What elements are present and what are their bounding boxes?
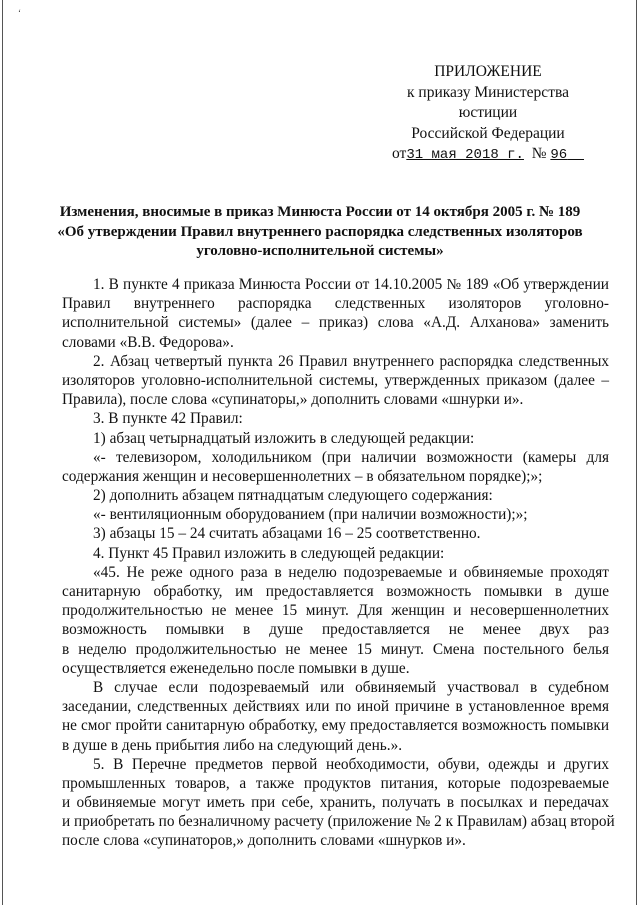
text-line: 1. В пункте 4 приказа Минюста России от 14.10.2005 № 189 «Об утверждении (93, 276, 609, 293)
order-number: 96 (550, 147, 568, 163)
paragraph (62, 505, 609, 524)
text-line: 3. В пункте 42 Правил: (93, 410, 243, 428)
text-line: продолжительностью не менее 15 минут. Для женщин и несовершеннолетних (62, 602, 609, 620)
document-body (62, 275, 615, 851)
text-line: «45. Не реже одного раза в неделю подозреваемые и обвиняемые проходят (93, 563, 609, 581)
text-line: содержания женщин и несовершеннолетних – в обязательном порядке);»; (62, 467, 543, 485)
text-line: после слова «супинаторов,» дополнить словами «шнурков и». (62, 832, 466, 850)
text-line: изоляторов уголовно-исполнительной системы, утвержденных приказом (далее – (62, 371, 609, 389)
text-line: 4. Пункт 45 Правил изложить в следующей редакции: (93, 544, 445, 562)
appendix-header (380, 62, 596, 166)
federation-label: Российской Федерации (411, 124, 565, 142)
paragraph (62, 352, 609, 410)
text-line: 5. В Перечне предметов первой необходимости, обуви, одежды и других (93, 755, 609, 773)
text-line: и обвиняемые могут иметь при себе, хранить, получать в посылках и передачах (62, 794, 609, 812)
text-line: осуществляется еженедельно после помывки в душе. (62, 659, 410, 677)
text-line: Правил внутреннего распорядка следственных изоляторов уголовно- (62, 295, 609, 313)
text-line: «- телевизором, холодильником (при наличии возможности (камеры для (93, 448, 609, 466)
text-line: в неделю продолжительностью не менее 15 минут. Смена постельного белья (62, 640, 609, 658)
text-line: санитарную обработку, им предоставляется возможность помывки в душе (62, 583, 609, 600)
text-line: возможность помывки в душе предоставляется не менее двух раз (62, 621, 609, 639)
text-line: 2) дополнить абзацем пятнадцатым следующего содержания: (93, 487, 493, 505)
paragraph (62, 544, 609, 563)
text-line: Правила), после слова «супинаторы,» дополнить словами «шнурки и». (62, 391, 524, 409)
paragraph (62, 409, 609, 428)
paragraph (62, 275, 609, 352)
text-line: исполнительной системы» (далее – приказ) слова «А.Д. Алханова» заменить (62, 314, 609, 332)
text-line: «- вентиляционным оборудованием (при наличии возможности);»; (93, 506, 528, 524)
text-line: В случае если подозреваемый или обвиняемый участвовал в судебном (93, 678, 609, 696)
text-line: промышленных товаров, а также продуктов питания, которые подозреваемые (62, 774, 609, 792)
paragraph (62, 448, 609, 486)
text-line: 1) абзац четырнадцатый изложить в следующей редакции: (93, 429, 475, 447)
paragraph (62, 678, 609, 755)
order-reference: к приказу Министерства юстиции (407, 83, 569, 121)
text-line: 3) абзацы 15 – 24 считать абзацами 16 – 25 соответственно. (93, 525, 481, 543)
paragraph (62, 755, 615, 851)
appendix-label: ПРИЛОЖЕНИЕ (434, 63, 542, 80)
text-line: 2. Абзац четвертый пункта 26 Правил внутреннего распорядка следственных (93, 352, 609, 370)
paragraph (62, 563, 609, 678)
order-date: 31 мая 2018 г. (406, 147, 524, 163)
document-title: Изменения, вносимые в приказ Минюста России от 14 октября 2005 г. № 189 «Об утверждении Правил внутреннего распорядка следственных изоляторов уголовно-исполнительной системы» (57, 204, 583, 259)
order-date-number: от31 мая 2018 г. № 96 (392, 145, 568, 163)
text-line: словами «В.В. Федорова». (62, 333, 234, 351)
paragraph (62, 524, 609, 543)
text-line: не смог пройти санитарную обработку, ему предоставляется возможность помывки (62, 717, 609, 735)
scan-mark: ʻ (18, 8, 21, 18)
text-line: заседании, следственных действиях или по иной причине в установленное время (62, 698, 609, 716)
paragraph (62, 429, 609, 448)
paragraph (62, 486, 609, 505)
text-line: и приобретать по безналичному расчету (приложение № 2 к Правилам) абзац второй (62, 813, 615, 831)
text-line: в душе в день прибытия либо на следующий день.». (62, 736, 403, 754)
